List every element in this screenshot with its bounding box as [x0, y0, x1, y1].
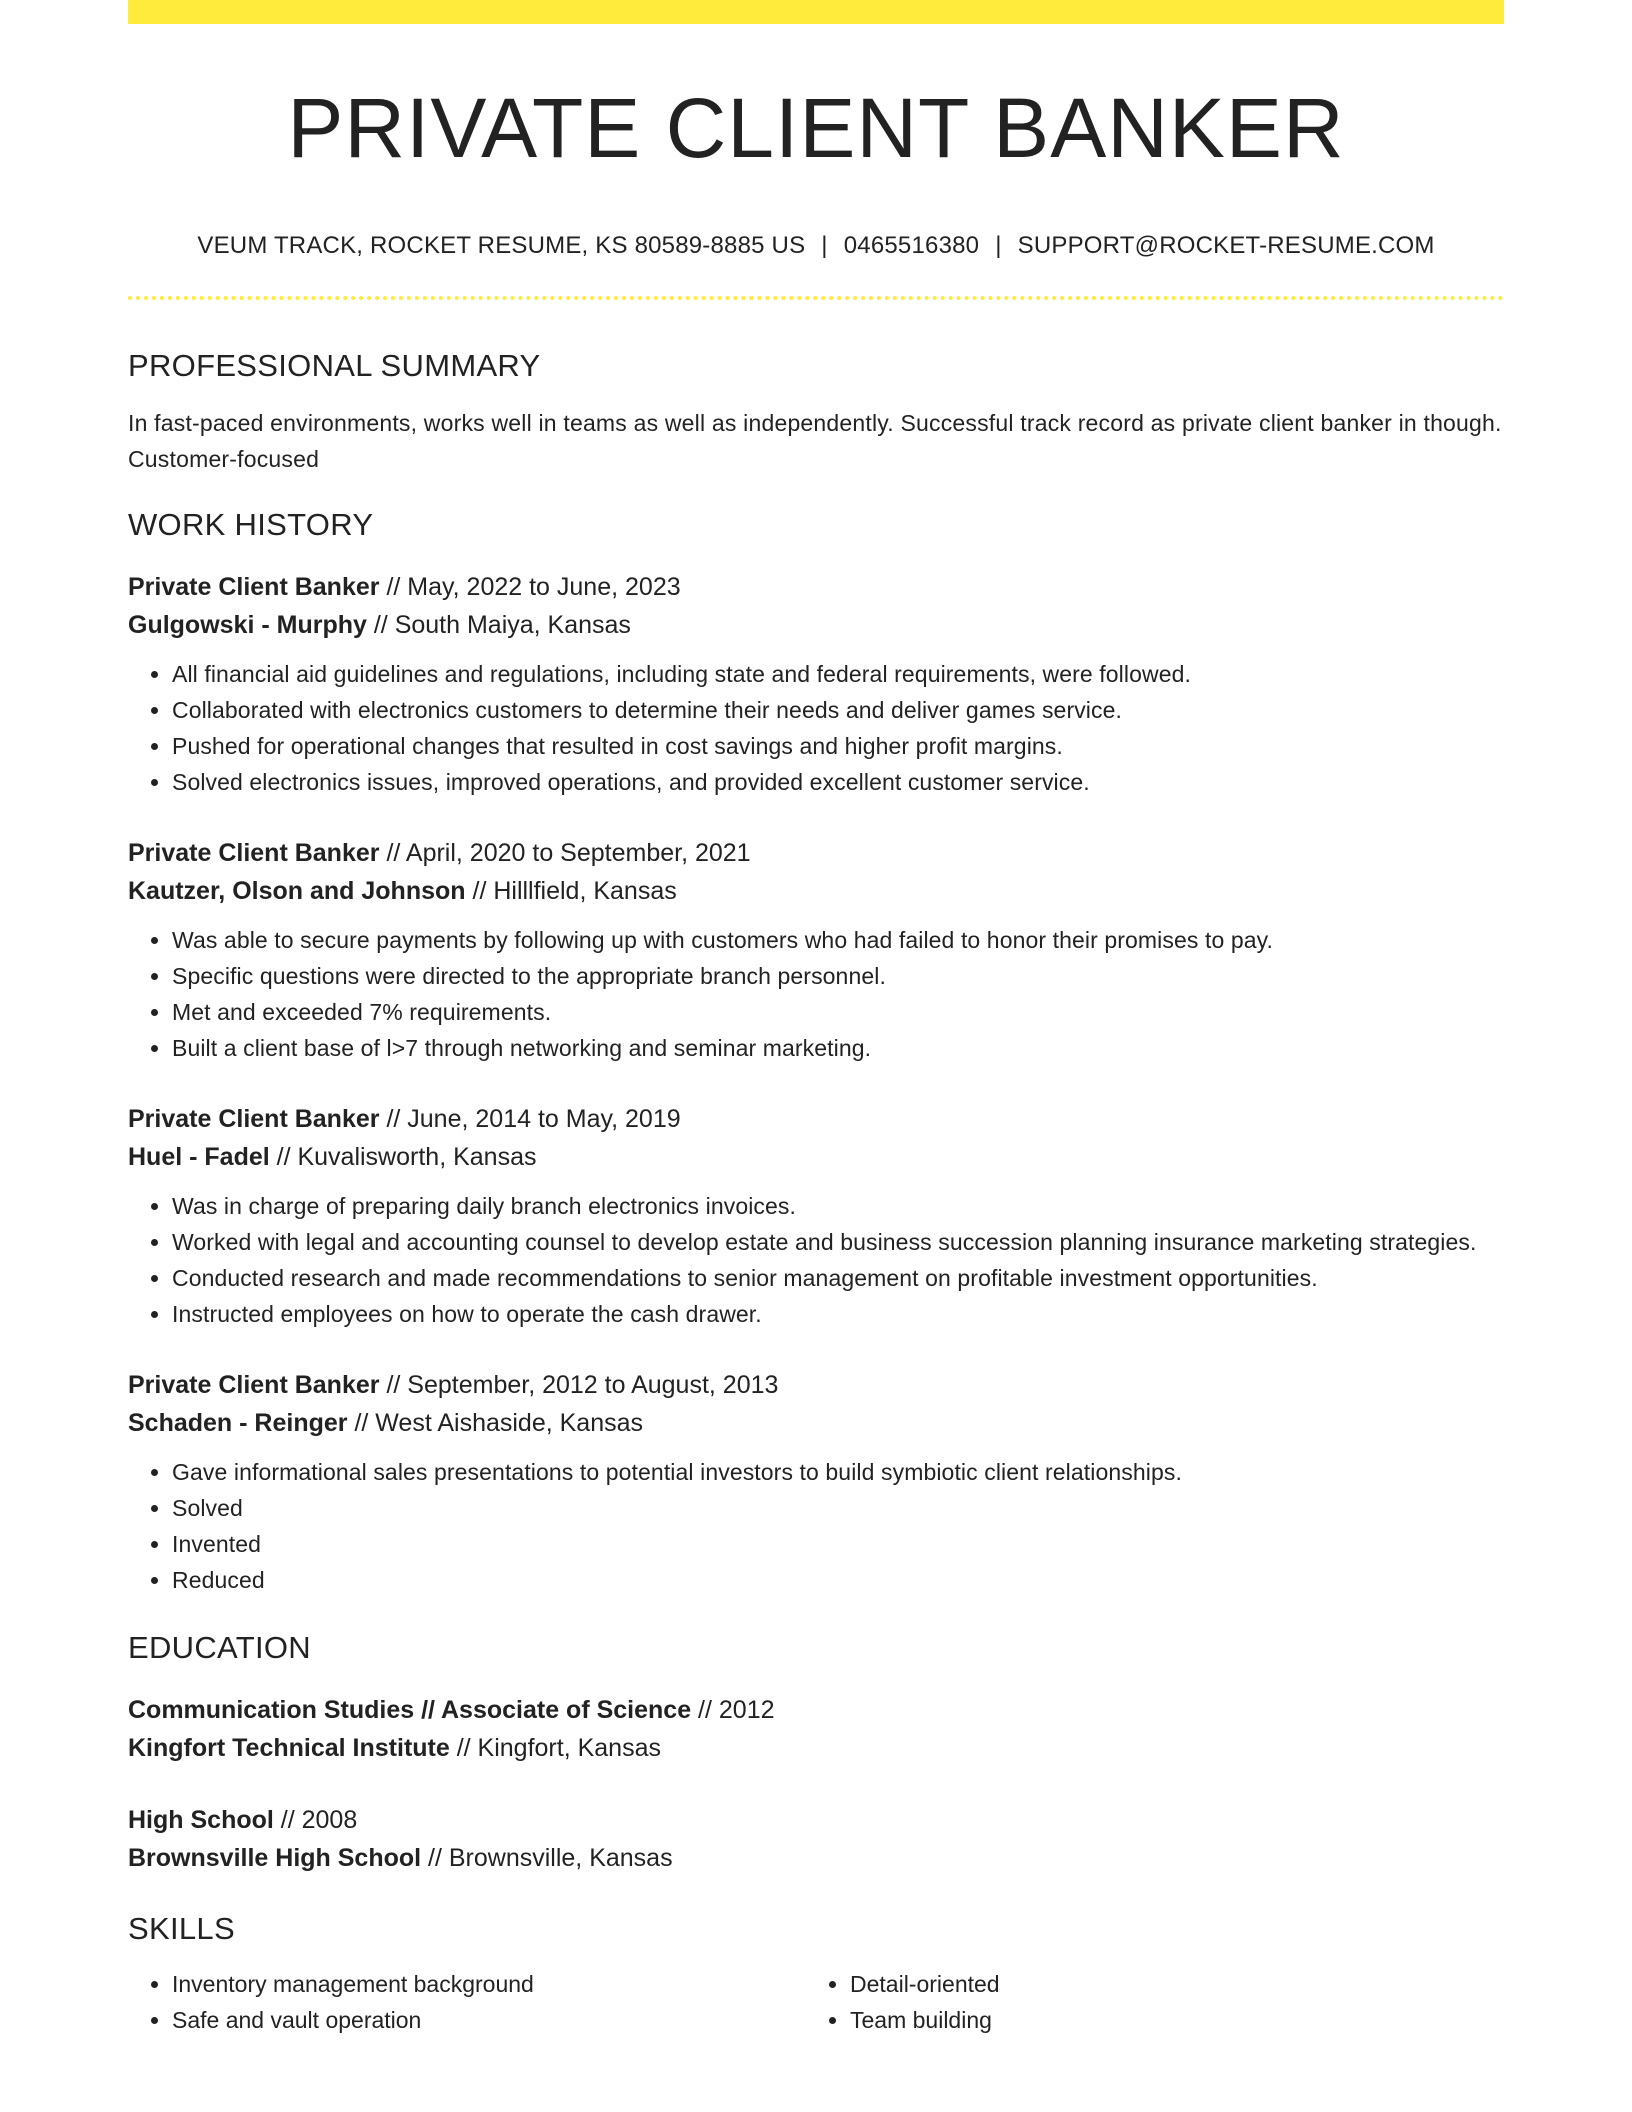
list-item: • All financial aid guidelines and regulations, including state and federal requirements, were followed. [172, 656, 1504, 692]
list-item: • Was in charge of preparing daily branch electronics invoices. [172, 1188, 1504, 1224]
skills-right-column [806, 1966, 1484, 2038]
job-company-line [128, 1138, 1504, 1176]
education-location: // Kingfort, Kansas [449, 1734, 661, 1762]
list-item: • Solved [172, 1490, 1504, 1526]
list-item: • Conducted research and made recommendations to senior management on profitable investment opportunities. [172, 1260, 1504, 1296]
job-title-line [128, 1366, 1504, 1404]
list-item: • Detail-oriented [850, 1966, 1484, 2002]
list-item: • Specific questions were directed to the appropriate branch personnel. [172, 958, 1504, 994]
contact-separator: | [995, 232, 1002, 259]
job-entry [128, 834, 1504, 1066]
job-role: Private Client Banker [128, 839, 380, 867]
list-item: • Built a client base of l>7 through networking and seminar marketing. [172, 1030, 1504, 1066]
job-location: // Hilllfield, Kansas [465, 877, 677, 905]
job-bullets [128, 1188, 1504, 1332]
list-item: • Worked with legal and accounting counsel to develop estate and business succession planning insurance marketing strategies. [172, 1224, 1504, 1260]
list-item: • Inventory management background [172, 1966, 806, 2002]
list-item: • Met and exceeded 7% requirements. [172, 994, 1504, 1030]
dotted-divider [128, 296, 1504, 300]
job-dates: // May, 2022 to June, 2023 [379, 573, 681, 601]
summary-text: In fast-paced environments, works well in teams as well as independently. Successful track record as private client banker in though. Customer-focused [128, 410, 1502, 472]
education-school-line [128, 1839, 1504, 1877]
list-item: • Was able to secure payments by following up with customers who had failed to honor their promises to pay. [172, 922, 1504, 958]
education-year: // 2008 [273, 1806, 358, 1834]
skills-left-column [128, 1966, 806, 2038]
job-role: Private Client Banker [128, 1105, 380, 1133]
contact-email: SUPPORT@ROCKET-RESUME.COM [1017, 232, 1435, 259]
education-degree: Communication Studies // Associate of Science [128, 1696, 692, 1724]
job-dates: // September, 2012 to August, 2013 [379, 1371, 779, 1399]
education-school-line [128, 1729, 1504, 1767]
job-dates: // June, 2014 to May, 2019 [379, 1105, 681, 1133]
education-heading: EDUCATION [128, 1630, 311, 1665]
list-item: • Pushed for operational changes that resulted in cost savings and higher profit margins. [172, 728, 1504, 764]
list-item: • Invented [172, 1526, 1504, 1562]
education-school: Brownsville High School [128, 1844, 422, 1872]
summary-heading: PROFESSIONAL SUMMARY [128, 348, 541, 383]
education-school: Kingfort Technical Institute [128, 1734, 450, 1762]
job-bullets [128, 1454, 1504, 1598]
job-location: // Kuvalisworth, Kansas [269, 1143, 537, 1171]
job-company-line [128, 872, 1504, 910]
contact-address: VEUM TRACK, ROCKET RESUME, KS 80589-8885 US [197, 232, 806, 259]
job-entry [128, 568, 1504, 800]
list-item: • Team building [850, 2002, 1484, 2038]
education-degree: High School [128, 1806, 274, 1834]
education-location: // Brownsville, Kansas [421, 1844, 673, 1872]
education-degree-line [128, 1691, 1504, 1729]
job-location: // West Aishaside, Kansas [347, 1409, 644, 1437]
job-title-line [128, 1100, 1504, 1138]
list-item: • Reduced [172, 1562, 1504, 1598]
list-item: • Safe and vault operation [172, 2002, 806, 2038]
job-location: // South Maiya, Kansas [366, 611, 631, 639]
education-degree-line [128, 1801, 1504, 1839]
resume-name: PRIVATE CLIENT BANKER [287, 81, 1345, 175]
job-company: Gulgowski - Murphy [128, 611, 367, 639]
job-role: Private Client Banker [128, 573, 380, 601]
job-company-line [128, 1404, 1504, 1442]
job-entry [128, 1366, 1504, 1598]
contact-line [128, 234, 1504, 258]
skills-grid [128, 1966, 1504, 2038]
list-item: • Solved electronics issues, improved operations, and provided excellent customer service. [172, 764, 1504, 800]
contact-separator: | [821, 232, 828, 259]
list-item: • Instructed employees on how to operate the cash drawer. [172, 1296, 1504, 1332]
contact-phone: 0465516380 [843, 232, 980, 259]
job-company: Huel - Fadel [128, 1143, 270, 1171]
top-accent-bar [128, 0, 1504, 24]
job-dates: // April, 2020 to September, 2021 [379, 839, 751, 867]
list-item: • Collaborated with electronics customers to determine their needs and deliver games service. [172, 692, 1504, 728]
job-title-line [128, 834, 1504, 872]
education-entry [128, 1691, 1504, 1767]
education-year: // 2012 [691, 1696, 775, 1724]
resume-page [128, 0, 1504, 2038]
education-entry [128, 1801, 1504, 1877]
job-title-line [128, 568, 1504, 606]
job-entry [128, 1100, 1504, 1332]
job-company: Schaden - Reinger [128, 1409, 348, 1437]
job-role: Private Client Banker [128, 1371, 380, 1399]
job-bullets [128, 922, 1504, 1066]
work-history-heading: WORK HISTORY [128, 507, 374, 542]
job-company: Kautzer, Olson and Johnson [128, 877, 466, 905]
list-item: • Gave informational sales presentations to potential investors to build symbiotic client relationships. [172, 1454, 1504, 1490]
job-company-line [128, 606, 1504, 644]
skills-heading: SKILLS [128, 1911, 235, 1946]
job-bullets [128, 656, 1504, 800]
